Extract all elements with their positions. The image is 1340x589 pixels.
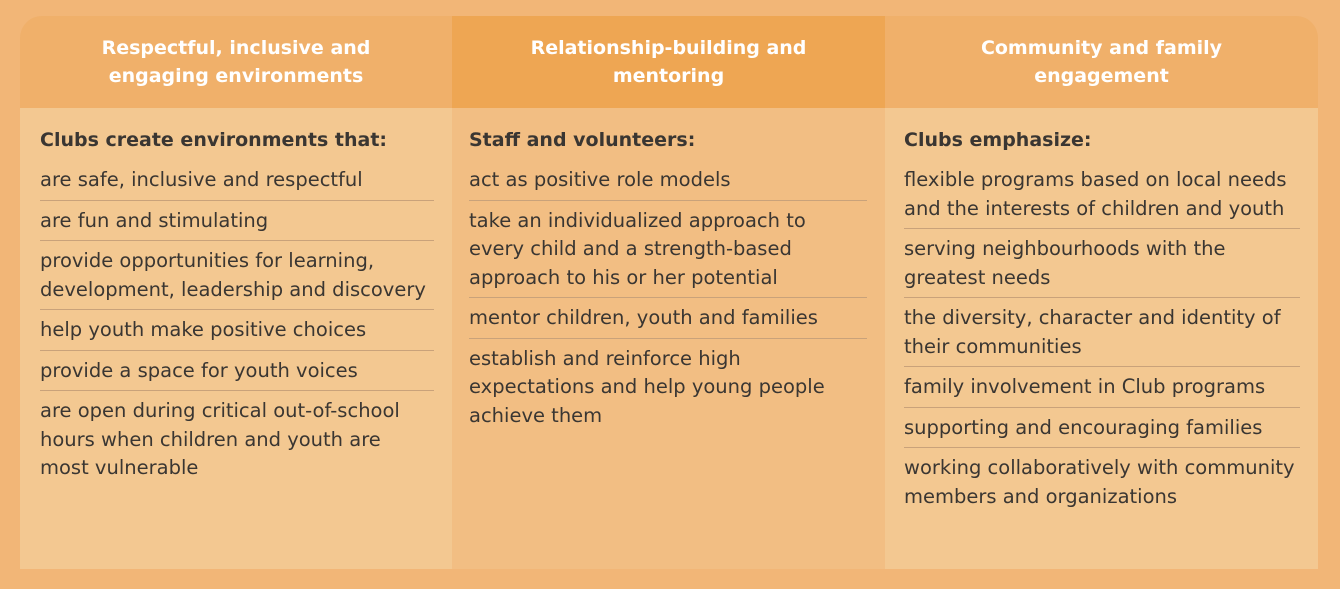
column-body	[20, 108, 452, 569]
list-item: provide opportunities for learning, development, leadership and discovery	[40, 241, 434, 310]
column-body	[452, 108, 885, 569]
column-body	[885, 108, 1318, 569]
list-item: establish and reinforce high expectations and help young people achieve them	[469, 346, 825, 427]
list-item: family involvement in Club programs	[904, 367, 1300, 408]
list-item: the diversity, character and identity of their communities	[904, 298, 1300, 367]
column-intro: Staff and volunteers:	[469, 129, 696, 151]
pillars-table	[20, 16, 1318, 569]
list-item: are open during critical out-of-school hours when children and youth are most vulnerable	[40, 399, 400, 479]
column-heading: Respectful, inclusive and engaging environments	[20, 16, 452, 108]
list-item: flexible programs based on local needs and the interests of children and youth	[904, 160, 1300, 229]
column-environments	[20, 16, 452, 569]
list-item: are safe, inclusive and respectful	[40, 160, 434, 201]
list-item: working collaboratively with community members and organizations	[904, 456, 1295, 508]
column-heading: Community and family engagement	[885, 16, 1318, 108]
list-item: provide a space for youth voices	[40, 351, 434, 392]
list-item: help youth make positive choices	[40, 310, 434, 351]
list-item: are fun and stimulating	[40, 201, 434, 242]
column-mentoring	[452, 16, 885, 569]
list-item: serving neighbourhoods with the greatest needs	[904, 229, 1300, 298]
item-list	[40, 160, 434, 488]
column-community	[885, 16, 1318, 569]
list-item: supporting and encouraging families	[904, 408, 1300, 449]
list-item: mentor children, youth and families	[469, 298, 867, 339]
list-item: take an individualized approach to every child and a strength-based approach to his or her potential	[469, 201, 867, 299]
item-list	[904, 160, 1300, 516]
column-intro: Clubs emphasize:	[904, 129, 1092, 151]
column-heading: Relationship-building and mentoring	[452, 16, 885, 108]
item-list	[469, 160, 867, 435]
list-item: act as positive role models	[469, 160, 867, 201]
column-intro: Clubs create environments that:	[40, 129, 388, 151]
